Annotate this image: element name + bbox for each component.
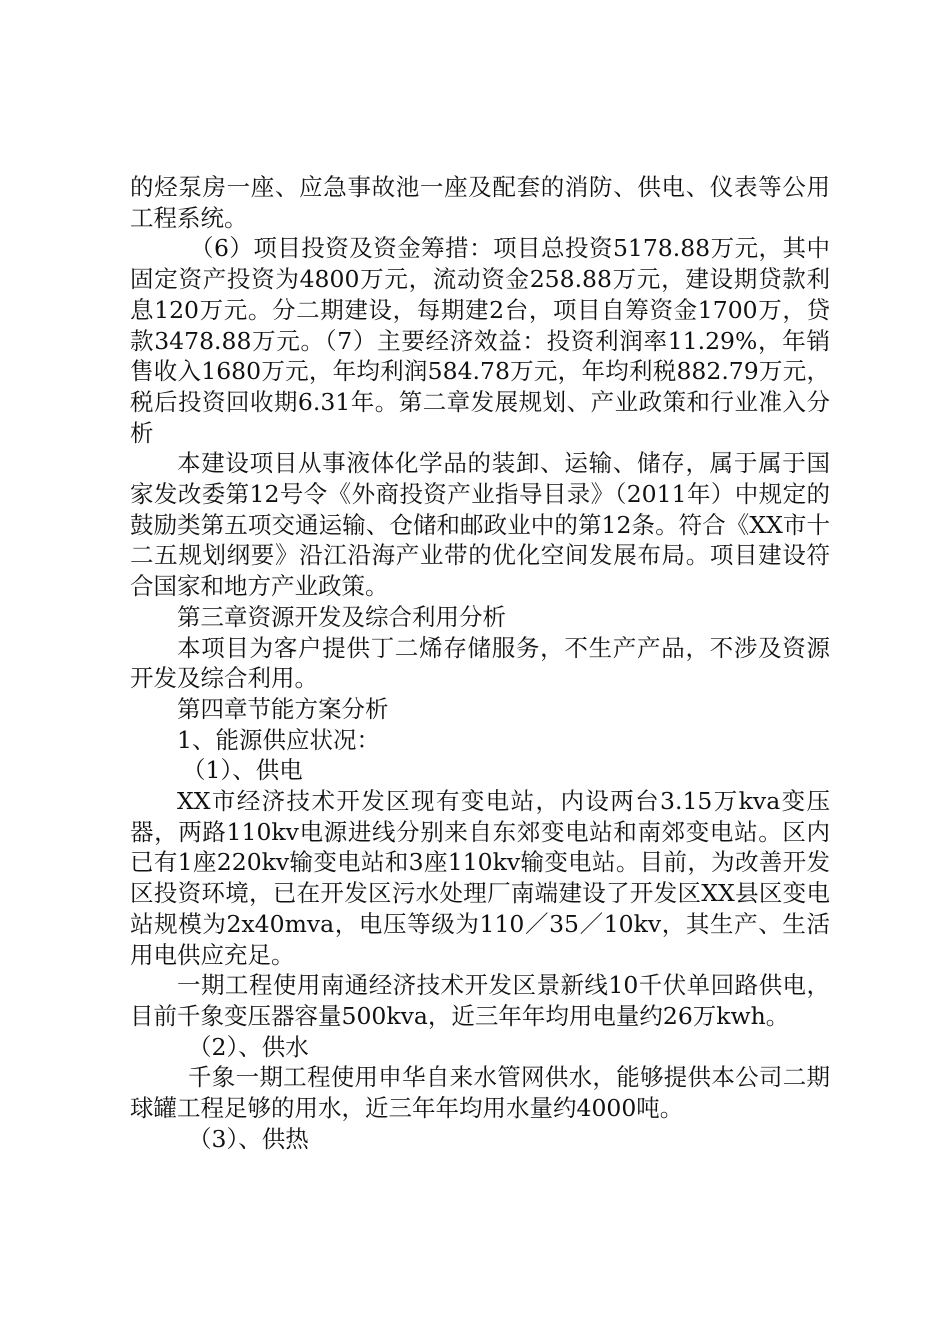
paragraph-industry-policy: 本建设项目从事液体化学品的装卸、运输、储存，属于属于国家发改委第12号令《外商投资产业指导目录》（2011年）中规定的鼓励类第五项交通运输、仓储和邮政业中的第12条。符合《XX市十二五规划纲要》沿江沿海产业带的优化空间发展布局。项目建设符合国家和地方产业政策。 (130, 449, 830, 601)
subsection-heading-heat: （3）、供热 (188, 1124, 309, 1153)
paragraph-water-supply: 千象一期工程使用申华自来水管网供水，能够提供本公司二期球罐工程足够的用水，近三年年均用水量约4000吨。 (130, 1063, 830, 1123)
subsection-heading-power: （1）、供电 (182, 756, 303, 785)
paragraph-investment: （6）项目投资及资金筹措：项目总投资5178.88万元，其中固定资产投资为4800万元，流动资金258.88万元，建设期贷款利息120万元。分二期建设，每期建2台，项目自筹资金1700万，贷款3478.88万元。（7）主要经济效益：投资利润率11.29%，年销售收入1680万元，年均利润584.78万元，年均利税882.79万元，税后投资回收期6.31年。第二章发展规划、产业政策和行业准入分析 (130, 234, 830, 447)
section-heading-energy: 1、能源供应状况： (177, 725, 380, 754)
chapter-heading-3: 第三章资源开发及综合利用分析 (177, 602, 506, 631)
paragraph-substation: XX市经济技术开发区现有变电站，内设两台3.15万kva变压器，两路110kv电源进线分别来自东郊变电站和南郊变电站。区内已有1座220kv输变电站和3座110kv输变电站。目前，为改善开发区投资环境，已在开发区污水处理厂南端建设了开发区XX县区变电站规模为2x40mva，电压等级为110／35／10kv，其生产、生活用电供应充足。 (130, 787, 830, 969)
document-body (130, 172, 830, 1155)
paragraph-phase-one-power: 一期工程使用南通经济技术开发区景新线10千伏单回路供电，目前千象变压器容量500kva，近三年年均用电量约26万kwh。 (130, 971, 830, 1030)
subsection-heading-water: （2）、供水 (188, 1032, 309, 1061)
paragraph-resource: 本项目为客户提供丁二烯存储服务，不生产产品，不涉及资源开发及综合利用。 (130, 633, 830, 693)
paragraph-facilities: 的烃泵房一座、应急事故池一座及配套的消防、供电、仪表等公用工程系统。 (130, 173, 830, 232)
chapter-heading-4: 第四章节能方案分析 (177, 694, 389, 723)
